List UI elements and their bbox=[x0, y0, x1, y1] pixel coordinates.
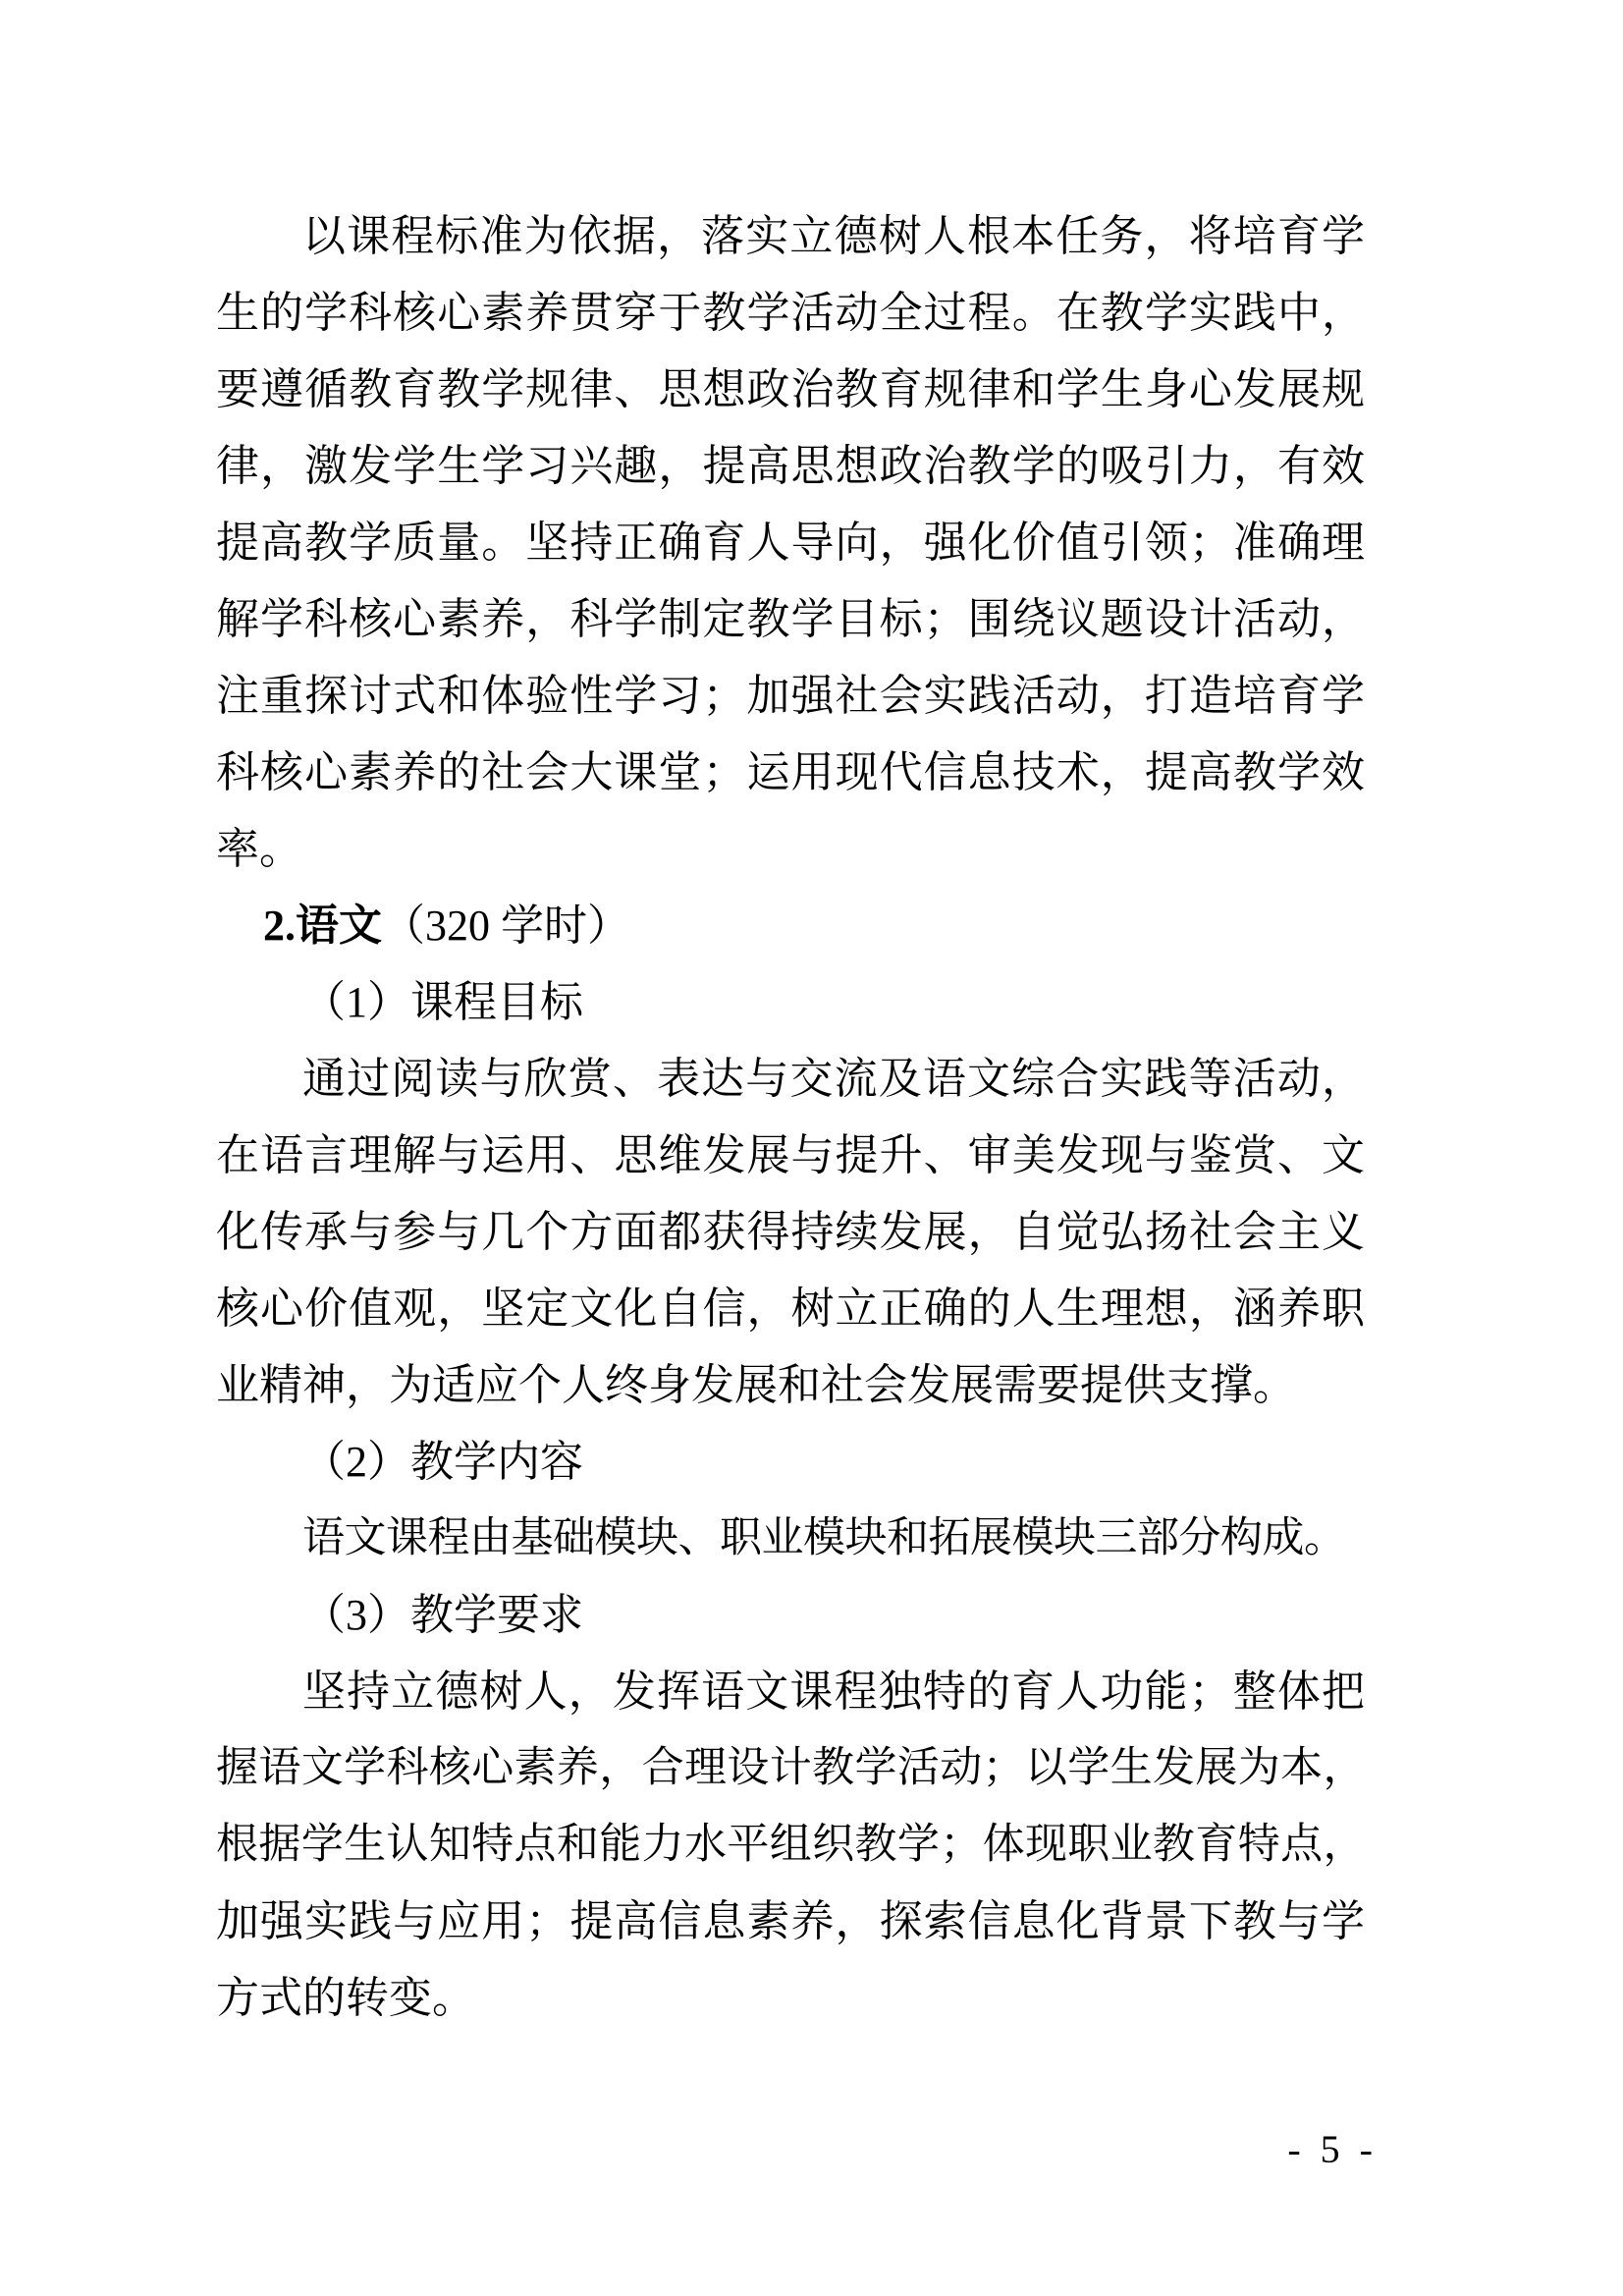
body-text bbox=[216, 198, 1365, 2037]
subheading-3: （3）教学要求 bbox=[302, 1591, 583, 1639]
paragraph-line: 方式的转变。 bbox=[216, 1974, 475, 2022]
paragraph-line: 化传承与参与几个方面都获得持续发展，自觉弘扬社会主义 bbox=[216, 1208, 1365, 1256]
paragraph-line: 核心价值观，坚定文化自信，树立正确的人生理想，涵养职 bbox=[216, 1285, 1365, 1333]
paragraph-line: 在语言理解与运用、思维发展与提升、审美发现与鉴赏、文 bbox=[216, 1131, 1365, 1179]
paragraph-line: 握语文学科核心素养，合理设计教学活动；以学生发展为本， bbox=[216, 1745, 1365, 1791]
paragraph-line: 提高教学质量。坚持正确育人导向，强化价值引领；准确理 bbox=[216, 519, 1365, 567]
paragraph-line: 以课程标准为依据，落实立德树人根本任务，将培育学 bbox=[302, 212, 1365, 260]
paragraph-line: 语文课程由基础模块、职业模块和拓展模块三部分构成。 bbox=[302, 1515, 1346, 1561]
paragraph-line: 业精神，为适应个人终身发展和社会发展需要提供支撑。 bbox=[216, 1361, 1296, 1409]
paragraph-line: 注重探讨式和体验性学习；加强社会实践活动，打造培育学 bbox=[216, 672, 1365, 720]
paragraph-line: 要遵循教育教学规律、思想政治教育规律和学生身心发展规 bbox=[216, 365, 1365, 413]
paragraph-line: 解学科核心素养，科学制定教学目标；围绕议题设计活动， bbox=[216, 595, 1365, 643]
paragraph-line: 科核心素养的社会大课堂；运用现代信息技术，提高教学效 bbox=[216, 748, 1365, 796]
paragraph-line: 率。 bbox=[216, 825, 302, 873]
subheading-1: （1）课程目标 bbox=[302, 978, 583, 1026]
paragraph-line: 根据学生认知特点和能力水平组织教学；体现职业教育特点， bbox=[216, 1822, 1365, 1868]
subheading-2: （2）教学内容 bbox=[302, 1438, 583, 1486]
page-number: - 5 - bbox=[1287, 2127, 1378, 2171]
section-heading-hours: （320 学时） bbox=[382, 902, 630, 950]
section-heading-number-title: 2.语文 bbox=[263, 902, 382, 950]
paragraph-line: 律，激发学生学习兴趣，提高思想政治教学的吸引力，有效 bbox=[216, 442, 1365, 490]
paragraph-line: 加强实践与应用；提高信息素养，探索信息化背景下教与学 bbox=[216, 1897, 1365, 1945]
section-heading bbox=[216, 888, 1365, 964]
paragraph-line: 坚持立德树人，发挥语文课程独特的育人功能；整体把 bbox=[302, 1667, 1365, 1716]
paragraph-line: 生的学科核心素养贯穿于教学活动全过程。在教学实践中， bbox=[216, 289, 1365, 337]
paragraph-line: 通过阅读与欣赏、表达与交流及语文综合实践等活动， bbox=[302, 1055, 1365, 1103]
